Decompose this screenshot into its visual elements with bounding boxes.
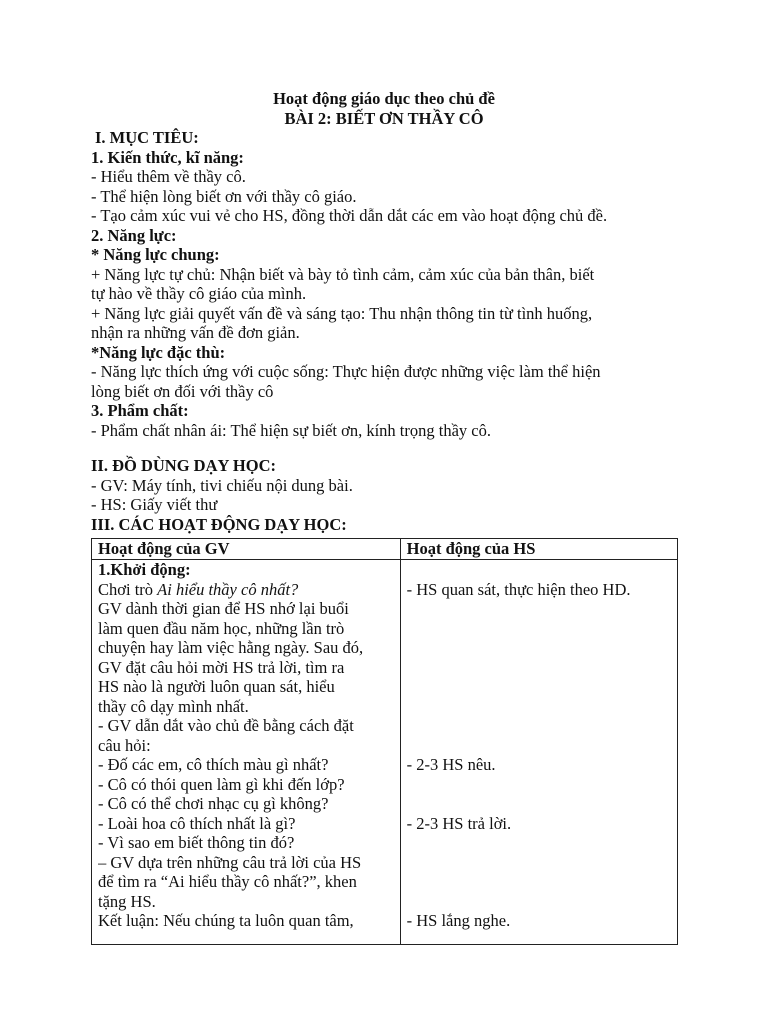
teacher-activity-line: - GV dẫn dắt vào chủ đề bằng cách đặt [98, 716, 354, 735]
teacher-activity-line: thầy cô dạy mình nhất. [98, 696, 249, 716]
teacher-activity-line: - Đố các em, cô thích màu gì nhất? [98, 755, 329, 774]
student-activity-line [407, 638, 671, 658]
section-activities-heading: III. CÁC HOẠT ĐỘNG DẠY HỌC: [91, 514, 347, 534]
teacher-activity-line: tặng HS. [98, 891, 156, 911]
general-competence-line: + Năng lực tự chủ: Nhận biết và bày tỏ tình cảm, cảm xúc của bản thân, biết [91, 264, 595, 284]
specific-competence-line: lòng biết ơn đối với thầy cô [91, 381, 274, 401]
student-activity-line: - HS quan sát, thực hiện theo HD. [406, 579, 631, 599]
teacher-activity-line: để tìm ra “Ai hiểu thầy cô nhất?”, khen [98, 872, 357, 891]
student-activity-line [407, 599, 671, 619]
knowledge-item: - Thể hiện lòng biết ơn với thầy cô giáo. [91, 186, 357, 206]
teacher-activity-line: làm quen đầu năm học, những lần trò [98, 618, 345, 638]
spacer [91, 440, 691, 456]
game-line [98, 580, 394, 600]
specific-competence-line: - Năng lực thích ứng với cuộc sống: Thực hiện được những việc làm thể hiện [91, 362, 601, 381]
section-materials-heading: II. ĐỒ DÙNG DẠY HỌC: [91, 456, 277, 475]
student-activity-line [407, 716, 671, 736]
student-activity-line [407, 677, 671, 697]
student-activity-line [407, 619, 671, 639]
teacher-activity-line: chuyện hay làm việc hằng ngày. Sau đó, [98, 638, 364, 657]
student-activity-line [407, 794, 671, 814]
teacher-activity-line: câu hỏi: [98, 735, 151, 755]
general-competence-line: tự hào về thầy cô giáo của mình. [91, 284, 307, 303]
student-activity-line [407, 697, 671, 717]
competence-heading: 2. Năng lực: [91, 225, 177, 245]
student-activity-line: - HS lắng nghe. [406, 911, 511, 930]
materials-item: - HS: Giấy viết thư [91, 495, 218, 514]
teacher-activity-line: – GV dựa trên những câu trả lời của HS [98, 852, 362, 872]
warmup-heading: 1.Khởi động: [98, 560, 191, 579]
general-competence-heading: * Năng lực chung: [91, 245, 220, 264]
section-objectives-heading: I. MỤC TIÊU: [95, 128, 199, 147]
student-activity-line [407, 892, 671, 912]
teacher-activity-line: Kết luận: Nếu chúng ta luôn quan tâm, [98, 911, 354, 930]
student-activity-line [407, 833, 671, 853]
document-body [91, 128, 691, 534]
student-activity-line [407, 853, 671, 873]
student-column-header: Hoạt động của HS [400, 539, 677, 560]
document-title: Hoạt động giáo dục theo chủ đề [273, 89, 495, 108]
knowledge-heading: 1. Kiến thức, kĩ năng: [91, 147, 244, 167]
teacher-activity-line: - Cô có thể chơi nhạc cụ gì không? [98, 794, 329, 813]
general-competence-line: nhận ra những vấn đề đơn giản. [91, 323, 300, 342]
student-activity-line [407, 560, 671, 580]
table-header-row [92, 539, 678, 560]
activities-table [91, 538, 678, 945]
quality-heading: 3. Phẩm chất: [91, 401, 189, 420]
teacher-activity-lines [98, 560, 394, 944]
game-prefix: Chơi trò [98, 579, 158, 599]
student-activity-line [407, 872, 671, 892]
materials-item: - GV: Máy tính, tivi chiếu nội dung bài. [91, 475, 353, 495]
student-activity-line: - 2-3 HS trả lời. [406, 813, 512, 833]
general-competence-line: + Năng lực giải quyết vấn đề và sáng tạo: Thu nhận thông tin từ tình huống, [91, 303, 593, 323]
student-activity-cell [400, 560, 677, 945]
student-activity-lines [407, 560, 671, 944]
student-activity-line: - 2-3 HS nêu. [406, 755, 496, 774]
quality-line: - Phẩm chất nhân ái: Thể hiện sự biết ơn, kính trọng thầy cô. [91, 420, 491, 440]
teacher-activity-line: - Cô có thói quen làm gì khi đến lớp? [98, 774, 345, 794]
teacher-activity-line: - Vì sao em biết thông tin đó? [98, 833, 295, 852]
specific-competence-heading: *Năng lực đặc thù: [91, 342, 226, 362]
lesson-title: BÀI 2: BIẾT ƠN THẦY CÔ [284, 109, 484, 128]
student-activity-line [407, 658, 671, 678]
teacher-activity-line: HS nào là người luôn quan sát, hiểu [98, 677, 335, 696]
game-title: Ai hiểu thầy cô nhất? [157, 579, 299, 599]
teacher-activity-cell [92, 560, 401, 945]
student-activity-line [407, 736, 671, 756]
table-row [92, 560, 678, 945]
teacher-activity-line: - Loài hoa cô thích nhất là gì? [98, 813, 296, 833]
teacher-activity-line: GV dành thời gian để HS nhớ lại buổi [98, 599, 349, 618]
knowledge-item: - Hiểu thêm về thầy cô. [91, 167, 246, 186]
knowledge-item: - Tạo cảm xúc vui vẻ cho HS, đồng thời dẫn dắt các em vào hoạt động chủ đề. [91, 206, 608, 225]
student-activity-line [407, 775, 671, 795]
teacher-activity-line: GV đặt câu hỏi mời HS trả lời, tìm ra [98, 657, 345, 677]
teacher-column-header: Hoạt động của GV [92, 539, 401, 560]
